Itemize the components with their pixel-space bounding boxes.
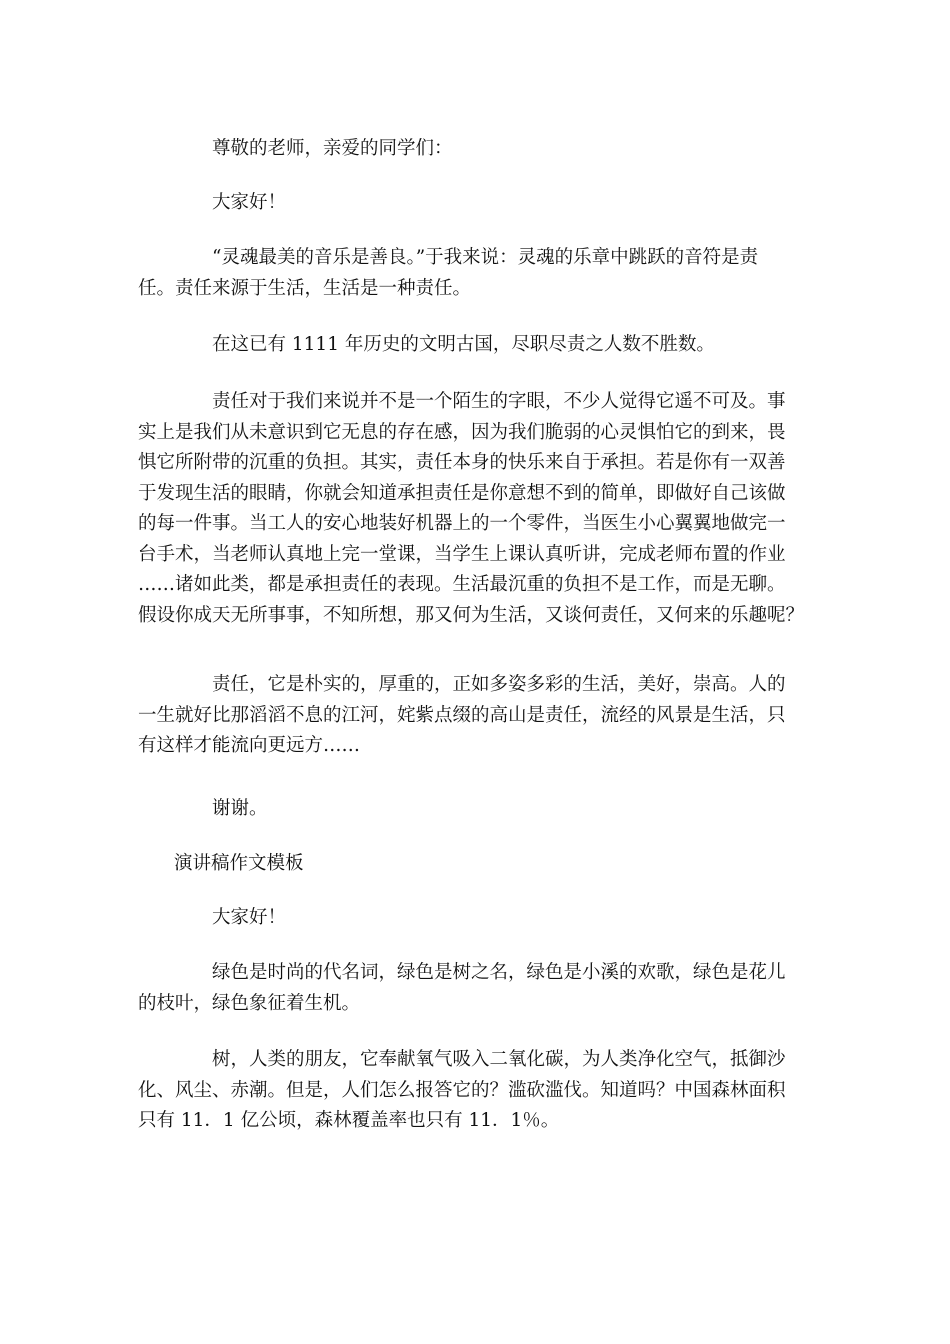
text-line: 只有 11．1 亿公顷，森林覆盖率也只有 11．1％。 [138, 1110, 560, 1131]
text-line: 任。责任来源于生活，生活是一种责任。 [138, 277, 472, 299]
text-line: 的枝叶，绿色象征着生机。 [138, 992, 361, 1014]
text-line: 谢谢。 [212, 798, 268, 819]
text-line: 绿色是时尚的代名词，绿色是树之名，绿色是小溪的欢歌，绿色是花儿 [212, 962, 786, 983]
text-line: ……诸如此类，都是承担责任的表现。生活最沉重的负担不是工作，而是无聊。 [138, 574, 786, 595]
text-line: 于发现生活的眼睛，你就会知道承担责任是你意想不到的简单，即做好自己该做 [138, 482, 786, 504]
text-line: 尊敬的老师，亲爱的同学们： [212, 138, 453, 159]
text-line: 责任对于我们来说并不是一个陌生的字眼，不少人觉得它遥不可及。事 [212, 391, 786, 412]
paragraph-3 [138, 387, 822, 631]
closing [138, 794, 822, 825]
paragraph-4 [138, 670, 822, 762]
text-line: 化、风尘、赤潮。但是，人们怎么报答它的？滥砍滥伐。知道吗？中国森林面积 [138, 1079, 786, 1101]
salutation [138, 134, 822, 165]
text-line: 假设你成天无所事事，不知所想，那又何为生活，又谈何责任，又何来的乐趣呢？ [138, 604, 805, 626]
text-line: 台手术，当老师认真地上完一堂课，当学生上课认真听讲，完成老师布置的作业 [138, 543, 786, 565]
text-line: 大家好！ [212, 907, 287, 928]
text-line: 责任，它是朴实的，厚重的，正如多姿多彩的生活，美好，崇高。人的 [212, 674, 786, 695]
text-line: 大家好！ [212, 192, 287, 213]
section-heading: 演讲稿作文模板 [174, 853, 304, 874]
paragraph-6 [138, 1045, 822, 1137]
text-line: 一生就好比那滔滔不息的江河，姹紫点缀的高山是责任，流经的风景是生活，只 [138, 704, 786, 726]
text-line: 的每一件事。当工人的安心地装好机器上的一个零件，当医生小心翼翼地做完一 [138, 513, 786, 534]
greeting-2 [138, 903, 822, 934]
text-line: 有这样才能流向更远方…… [138, 735, 361, 756]
text-line: 惧它所附带的沉重的负担。其实，责任本身的快乐来自于承担。若是你有一双善 [138, 452, 786, 473]
greeting [138, 188, 822, 219]
text-line: 树，人类的朋友，它奉献氧气吸入二氧化碳，为人类净化空气，抵御沙 [212, 1049, 786, 1070]
text-line: “灵魂最美的音乐是善良。”于我来说：灵魂的乐章中跳跃的音符是责 [212, 247, 759, 268]
paragraph-1 [138, 243, 822, 304]
text-line: 在这已有 1111 年历史的文明古国，尽职尽责之人数不胜数。 [212, 334, 715, 355]
paragraph-2 [138, 330, 822, 361]
paragraph-5 [138, 958, 822, 1019]
text-line: 实上是我们从未意识到它无息的存在感，因为我们脆弱的心灵惧怕它的到来，畏 [138, 421, 786, 443]
